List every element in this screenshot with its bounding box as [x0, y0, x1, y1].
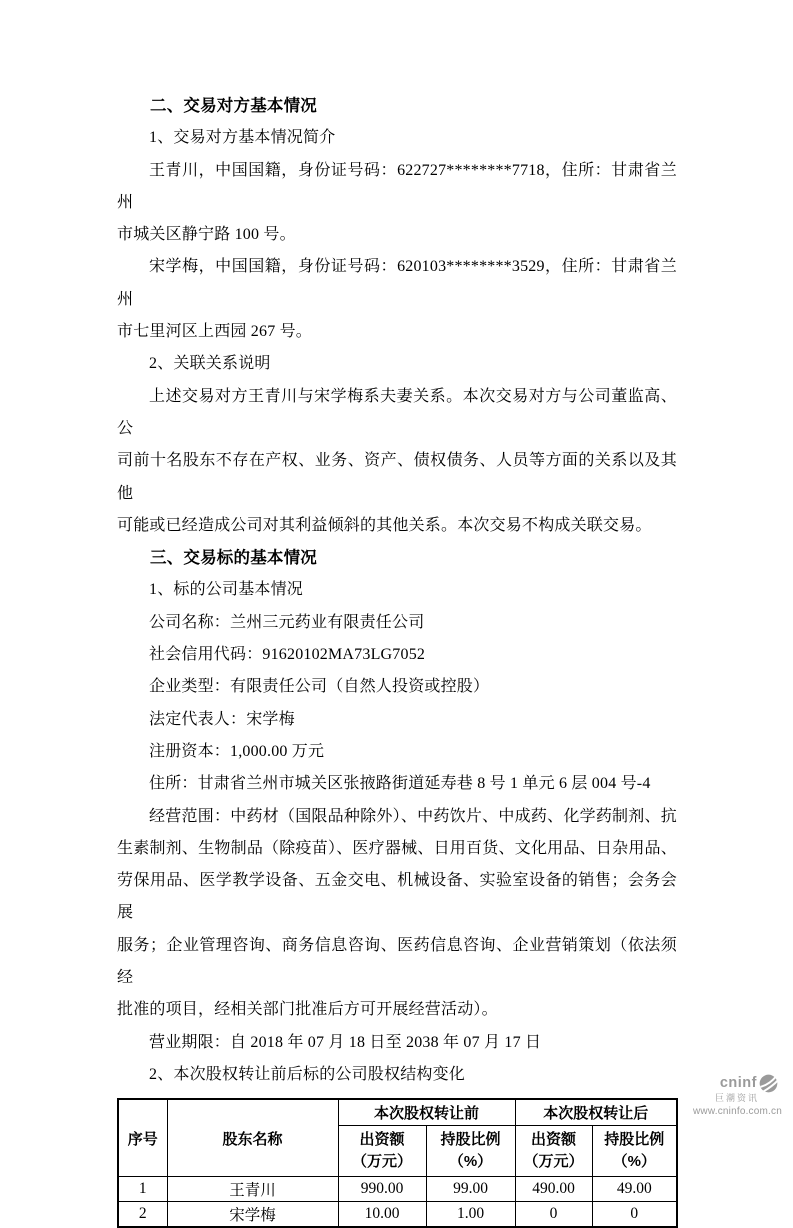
cell-ratio-after: 49.00 — [592, 1177, 677, 1202]
cninfo-swirl-icon — [759, 1074, 778, 1093]
cell-amount-before: 10.00 — [338, 1202, 426, 1228]
relation-statement-line-3: 可能或已经造成公司对其利益倾斜的其他关系。本次交易不构成关联交易。 — [117, 516, 652, 534]
party-2-info-line-1: 宋学梅，中国国籍，身份证号码：620103********3529，住所：甘肃省兰州 — [117, 258, 677, 308]
credit-code-line: 社会信用代码：91620102MA73LG7052 — [149, 646, 426, 664]
cninfo-brand-text: cninf — [719, 1074, 757, 1091]
cell-ratio-before: 1.00 — [426, 1202, 515, 1228]
party-2-info-line-2: 市七里河区上西园 267 号。 — [117, 323, 313, 341]
equity-structure-table — [117, 1098, 678, 1228]
table-header-row-groups — [118, 1099, 677, 1126]
party-1-info-line-1: 王青川，中国国籍，身份证号码：622727********7718，住所：甘肃省兰州 — [117, 161, 677, 211]
business-scope-line-2: 生素制剂、生物制品（除疫苗）、医疗器械、日用百货、文化用品、日杂用品、 — [117, 839, 677, 857]
section-3-sub-2-title: 2、本次股权转让前后标的公司股权结构变化 — [149, 1065, 466, 1083]
column-group-before-transfer: 本次股权转让前 — [338, 1099, 515, 1126]
cell-ratio-after: 0 — [592, 1202, 677, 1228]
section-2-heading: 二、交易对方基本情况 — [150, 97, 317, 115]
registered-capital-line: 注册资本：1,000.00 万元 — [149, 742, 325, 760]
cninfo-url-text: www.cninfo.com.cn — [693, 1105, 782, 1117]
column-header-amount-before: 出资额 （万元） — [338, 1126, 426, 1177]
legal-representative-line: 法定代表人：宋学梅 — [149, 710, 295, 728]
section-2-sub-1-title: 1、交易对方基本情况简介 — [149, 129, 336, 147]
cninfo-logo — [658, 1074, 788, 1117]
business-scope-line-3: 劳保用品、医学教学设备、五金交电、机械设备、实验室设备的销售；会务会展 — [117, 872, 677, 922]
company-type-line: 企业类型：有限责任公司（自然人投资或控股） — [149, 678, 490, 696]
business-scope-line-1: 经营范围：中药材（国限品种除外）、中药饮片、中成药、化学药制剂、抗 — [149, 807, 677, 825]
section-2-sub-2-title: 2、关联关系说明 — [149, 355, 271, 373]
column-header-seq: 序号 — [118, 1099, 167, 1177]
cninfo-chinese-name: 巨潮资讯 — [714, 1093, 759, 1103]
column-group-after-transfer: 本次股权转让后 — [515, 1099, 677, 1126]
cninfo-brand-row — [658, 1074, 778, 1093]
column-header-ratio-before: 持股比例 （%） — [426, 1126, 515, 1177]
cell-amount-before: 990.00 — [338, 1177, 426, 1202]
business-scope-line-5: 批准的项目，经相关部门批准后方可开展经营活动）。 — [117, 1001, 498, 1019]
relation-statement-line-1: 上述交易对方王青川与宋学梅系夫妻关系。本次交易对方与公司董监高、公 — [117, 387, 677, 437]
party-1-info-line-2: 市城关区静宁路 100 号。 — [117, 226, 296, 244]
table-row-shareholder-1 — [118, 1177, 677, 1202]
column-header-amount-after: 出资额 （万元） — [515, 1126, 592, 1177]
business-term-line: 营业期限：自 2018 年 07 月 18 日至 2038 年 07 月 17 日 — [149, 1033, 542, 1051]
document-content — [117, 90, 677, 1228]
column-header-shareholder: 股东名称 — [167, 1099, 338, 1177]
relation-statement-line-2: 司前十名股东不存在产权、业务、资产、债权债务、人员等方面的关系以及其他 — [117, 452, 677, 502]
cell-seq: 1 — [118, 1177, 167, 1202]
section-3-heading: 三、交易标的基本情况 — [150, 549, 317, 568]
cell-ratio-before: 99.00 — [426, 1177, 515, 1202]
cell-shareholder-name: 宋学梅 — [167, 1202, 338, 1228]
cell-seq: 2 — [118, 1202, 167, 1228]
company-address-line: 住所：甘肃省兰州市城关区张掖路街道延寿巷 8 号 1 单元 6 层 004 号-4 — [149, 775, 651, 793]
business-scope-line-4: 服务；企业管理咨询、商务信息咨询、医药信息咨询、企业营销策划（依法须经 — [117, 936, 677, 987]
cell-amount-after: 0 — [515, 1202, 592, 1228]
cell-shareholder-name: 王青川 — [167, 1177, 338, 1202]
section-3-sub-1-title: 1、标的公司基本情况 — [149, 581, 304, 599]
cell-amount-after: 490.00 — [515, 1177, 592, 1202]
company-name-line: 公司名称：兰州三元药业有限责任公司 — [149, 613, 425, 631]
table-row-shareholder-2 — [118, 1202, 677, 1228]
column-header-ratio-after: 持股比例 （%） — [592, 1126, 677, 1177]
